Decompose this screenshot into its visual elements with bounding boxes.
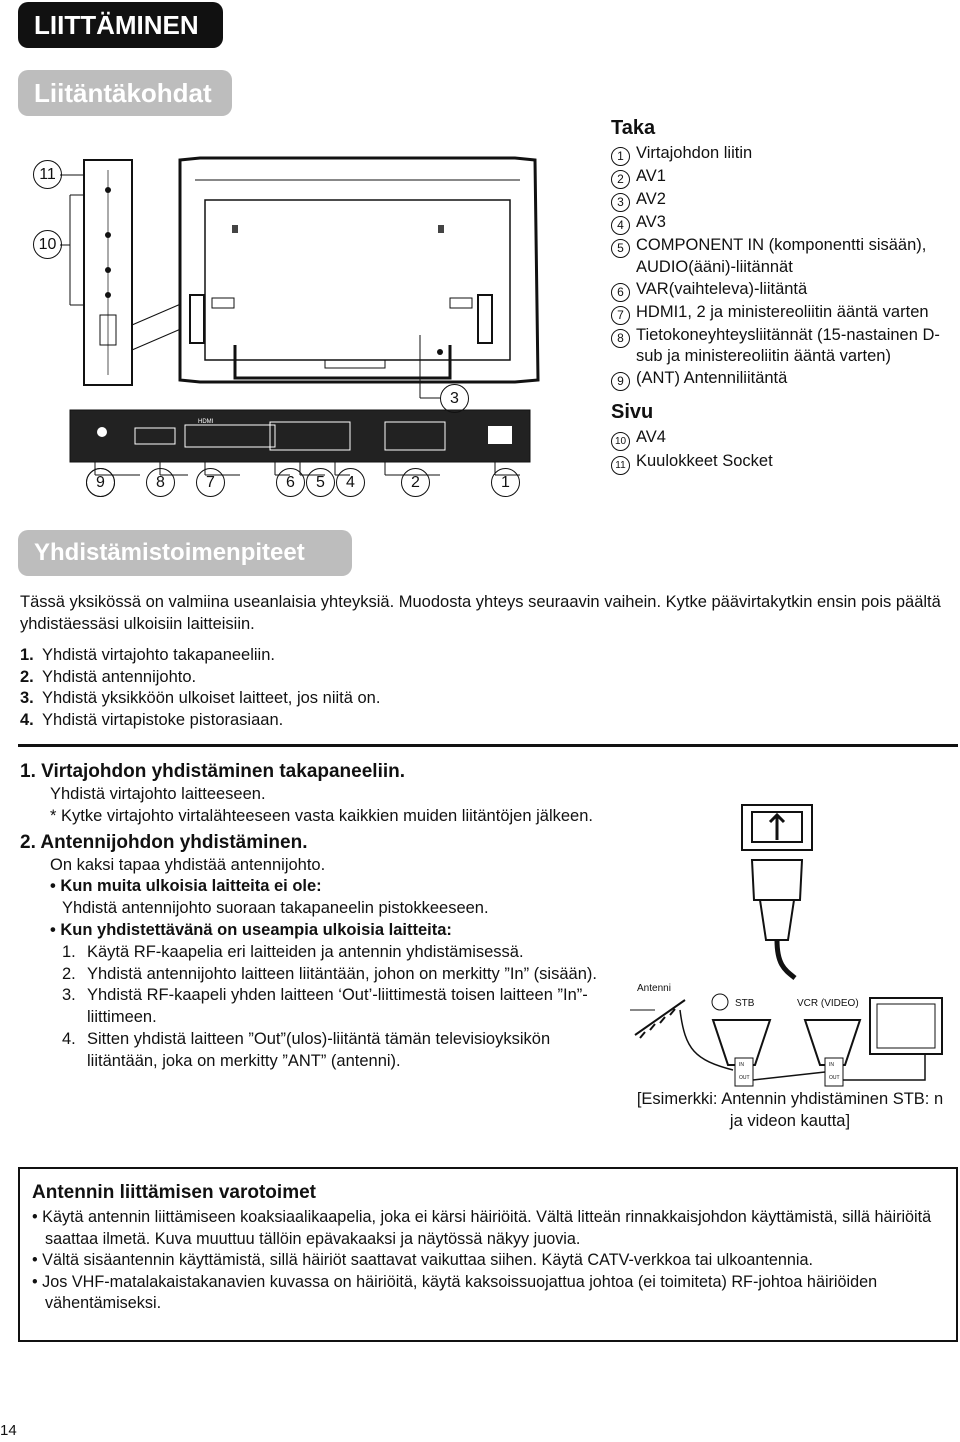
step-text: Yhdistä virtapistoke pistorasiaan. xyxy=(42,710,284,729)
rear-item-number xyxy=(611,279,636,302)
step-number: 1. xyxy=(20,646,34,664)
caution-box xyxy=(18,1167,958,1342)
number-circle-icon: 1 xyxy=(611,147,630,166)
case2-title: • Kun yhdistettävänä on useampia ulkoisia laitteita: xyxy=(50,920,452,939)
rear-item-number xyxy=(611,166,636,189)
rear-item-text: Virtajohdon liitin xyxy=(636,144,753,162)
side-item xyxy=(611,451,960,475)
case2-step-number: 3. xyxy=(62,986,76,1005)
number-circle-icon: 10 xyxy=(611,432,630,451)
rear-item-text: COMPONENT IN (komponentti sisään), AUDIO(ääni)-liitännät xyxy=(636,236,927,276)
number-circle-icon: 3 xyxy=(611,193,630,212)
rear-item-text: AV2 xyxy=(636,190,666,208)
antenna-connection-diagram xyxy=(625,980,950,1090)
rear-item xyxy=(611,302,960,325)
rear-item-text: AV1 xyxy=(636,167,666,185)
callout-4: 4 xyxy=(336,468,365,497)
rear-item-number xyxy=(611,302,636,325)
case1-title: • Kun muita ulkoisia laitteita ei ole: xyxy=(50,877,322,896)
section-heading-procedures: Yhdistämistoimenpiteet xyxy=(18,530,352,576)
rear-item xyxy=(611,279,960,302)
callout-5: 5 xyxy=(306,468,335,497)
case2-step-text: Käytä RF-kaapelia eri laitteiden ja antennin yhdistämisessä. xyxy=(87,942,524,961)
step-text: Yhdistä virtajohto takapaneeliin. xyxy=(42,646,275,664)
case2-step-text: Sitten yhdistä laitteen ”Out”(ulos)-liitäntä tämän televisioyksikön liitäntään, joka on merkitty ”ANT” (antenni). xyxy=(87,1029,551,1070)
callout-8: 8 xyxy=(146,468,175,497)
antenna-heading: 2. Antennijohdon yhdistäminen. xyxy=(20,831,308,853)
callout-1: 1 xyxy=(491,468,520,497)
callout-6: 6 xyxy=(276,468,305,497)
step-item xyxy=(20,710,380,732)
vcr-out-label: OUT xyxy=(829,1075,840,1081)
step-number: 4. xyxy=(20,710,34,729)
caution-item: • Vältä sisäantennin käyttämistä, sillä häiriöt saattavat vaikuttaa siihen. Käytä CATV-verkkoa tai ulkoantennia. xyxy=(32,1251,813,1269)
vcr-label: VCR (VIDEO) xyxy=(797,998,859,1009)
power-note: * Kytke virtajohto virtalähteeseen vasta kaikkien muiden liitäntöjen jälkeen. xyxy=(50,806,593,825)
rear-item-number xyxy=(611,143,636,166)
callout-3: 3 xyxy=(440,384,469,413)
step-text: Yhdistä antennijohto. xyxy=(42,667,197,686)
rear-item xyxy=(611,325,960,369)
case2-step xyxy=(20,942,620,964)
side-item-text: AV4 xyxy=(636,428,666,447)
instructions xyxy=(20,760,620,1073)
legend-side-heading: Sivu xyxy=(611,401,654,424)
case2-step-number: 1. xyxy=(62,942,76,961)
step-item xyxy=(20,688,380,710)
legend-rear-heading: Taka xyxy=(611,117,656,139)
rear-item xyxy=(611,189,960,212)
antenna-line: On kaksi tapaa yhdistää antennijohto. xyxy=(50,855,326,874)
rear-item-text: AV3 xyxy=(636,213,666,231)
rear-item-number xyxy=(611,189,636,212)
step-number: 2. xyxy=(20,667,34,686)
case1-text: Yhdistä antennijohto suoraan takapaneelin pistokkeeseen. xyxy=(62,899,489,918)
case2-step xyxy=(20,964,620,986)
number-circle-icon: 5 xyxy=(611,239,630,258)
section-heading-connections: Liitäntäkohdat xyxy=(18,70,232,116)
callout-11: 11 xyxy=(33,160,62,189)
side-item-text: Kuulokkeet Socket xyxy=(636,452,773,471)
side-item xyxy=(611,427,960,451)
power-plug-illustration xyxy=(700,800,860,980)
rear-item-text: Tietokoneyhteysliitännät (15-nastainen D-sub ja ministereoliitin ääntä varten) xyxy=(636,325,940,366)
number-circle-icon: 9 xyxy=(611,372,630,391)
number-circle-icon: 2 xyxy=(611,170,630,189)
rear-item-number xyxy=(611,235,636,279)
step-item xyxy=(20,667,380,689)
rear-item xyxy=(611,235,960,279)
case2-step-number: 2. xyxy=(62,964,76,983)
page-title: LIITTÄMINEN xyxy=(18,2,223,48)
side-item-number xyxy=(611,451,636,475)
callout-7: 7 xyxy=(196,468,225,497)
rear-item-text: HDMI1, 2 ja ministereoliitin ääntä varten xyxy=(636,302,929,321)
vcr-in-label: IN xyxy=(829,1062,834,1068)
callout-10: 10 xyxy=(33,230,62,259)
step-text: Yhdistä yksikköön ulkoiset laitteet, jos niitä on. xyxy=(42,689,381,707)
page-number: 14 xyxy=(0,1422,17,1439)
case2-step-text: Yhdistä antennijohto laitteen liitäntään, johon on merkitty ”In” (sisään). xyxy=(87,964,597,983)
caution-item: • Käytä antennin liittämiseen koaksiaalikaapelia, joka ei kärsi häiriöitä. Vältä litteän rinnakkaisjohdon käyttämistä, sillä häiriöitä saattaa ilmetä. Kuva muuttuu tällöin epävakaaksi ja näytössä näkyy juovia. xyxy=(32,1208,932,1248)
rear-item xyxy=(611,212,960,235)
case2-step xyxy=(20,1029,620,1073)
number-circle-icon: 8 xyxy=(611,329,630,348)
intro-paragraph: Tässä yksikössä on valmiina useanlaisia yhteyksiä. Muodosta yhteys seuraavin vaihein. Kytke päävirtakytkin ensin pois päältä yhdistäessäsi ulkoisiin laitteisiin. xyxy=(20,593,941,633)
figure-caption: [Esimerkki: Antennin yhdistäminen STB: n ja videon kautta] xyxy=(636,1090,944,1130)
rear-panel-diagram xyxy=(20,120,600,520)
rear-item-number xyxy=(611,368,636,391)
stb-in-label: IN xyxy=(739,1062,744,1068)
stb-out-label: OUT xyxy=(739,1075,750,1081)
number-circle-icon: 6 xyxy=(611,283,630,302)
rear-item-number xyxy=(611,325,636,369)
steps-list xyxy=(20,645,380,731)
divider xyxy=(18,744,958,747)
number-circle-icon: 11 xyxy=(611,456,630,475)
antenna-label: Antenni xyxy=(637,983,671,994)
case2-step-text: Yhdistä RF-kaapeli yhden laitteen ‘Out’-liittimestä toisen laitteen ”In”-liittimeen. xyxy=(87,986,588,1027)
caution-item: • Jos VHF-matalakaistakanavien kuvassa on häiriöitä, käytä kaksoissuojattua johtoa (ei toimiteta) RF-johtoa häiriöiden vähentämiseksi. xyxy=(32,1272,878,1312)
connector-legend xyxy=(611,115,960,475)
rear-item xyxy=(611,368,960,391)
number-circle-icon: 4 xyxy=(611,216,630,235)
callout-9: 9 xyxy=(86,468,115,497)
case2-step xyxy=(20,985,620,1029)
step-number: 3. xyxy=(20,689,34,707)
rear-item-number xyxy=(611,212,636,235)
number-circle-icon: 7 xyxy=(611,306,630,325)
rear-item xyxy=(611,166,960,189)
svg-text:HDMI: HDMI xyxy=(198,419,214,425)
step-item xyxy=(20,645,380,667)
case2-step-number: 4. xyxy=(62,1029,76,1048)
power-line: Yhdistä virtajohto laitteeseen. xyxy=(50,785,266,803)
caution-title: Antennin liittämisen varotoimet xyxy=(32,1182,316,1203)
rear-item xyxy=(611,143,960,166)
rear-item-text: VAR(vaihteleva)-liitäntä xyxy=(636,279,808,298)
rear-item-text: (ANT) Antenniliitäntä xyxy=(636,369,788,388)
callout-2: 2 xyxy=(401,468,430,497)
power-heading: 1. Virtajohdon yhdistäminen takapaneeliin. xyxy=(20,761,406,782)
stb-label: STB xyxy=(735,998,755,1009)
side-item-number xyxy=(611,427,636,451)
